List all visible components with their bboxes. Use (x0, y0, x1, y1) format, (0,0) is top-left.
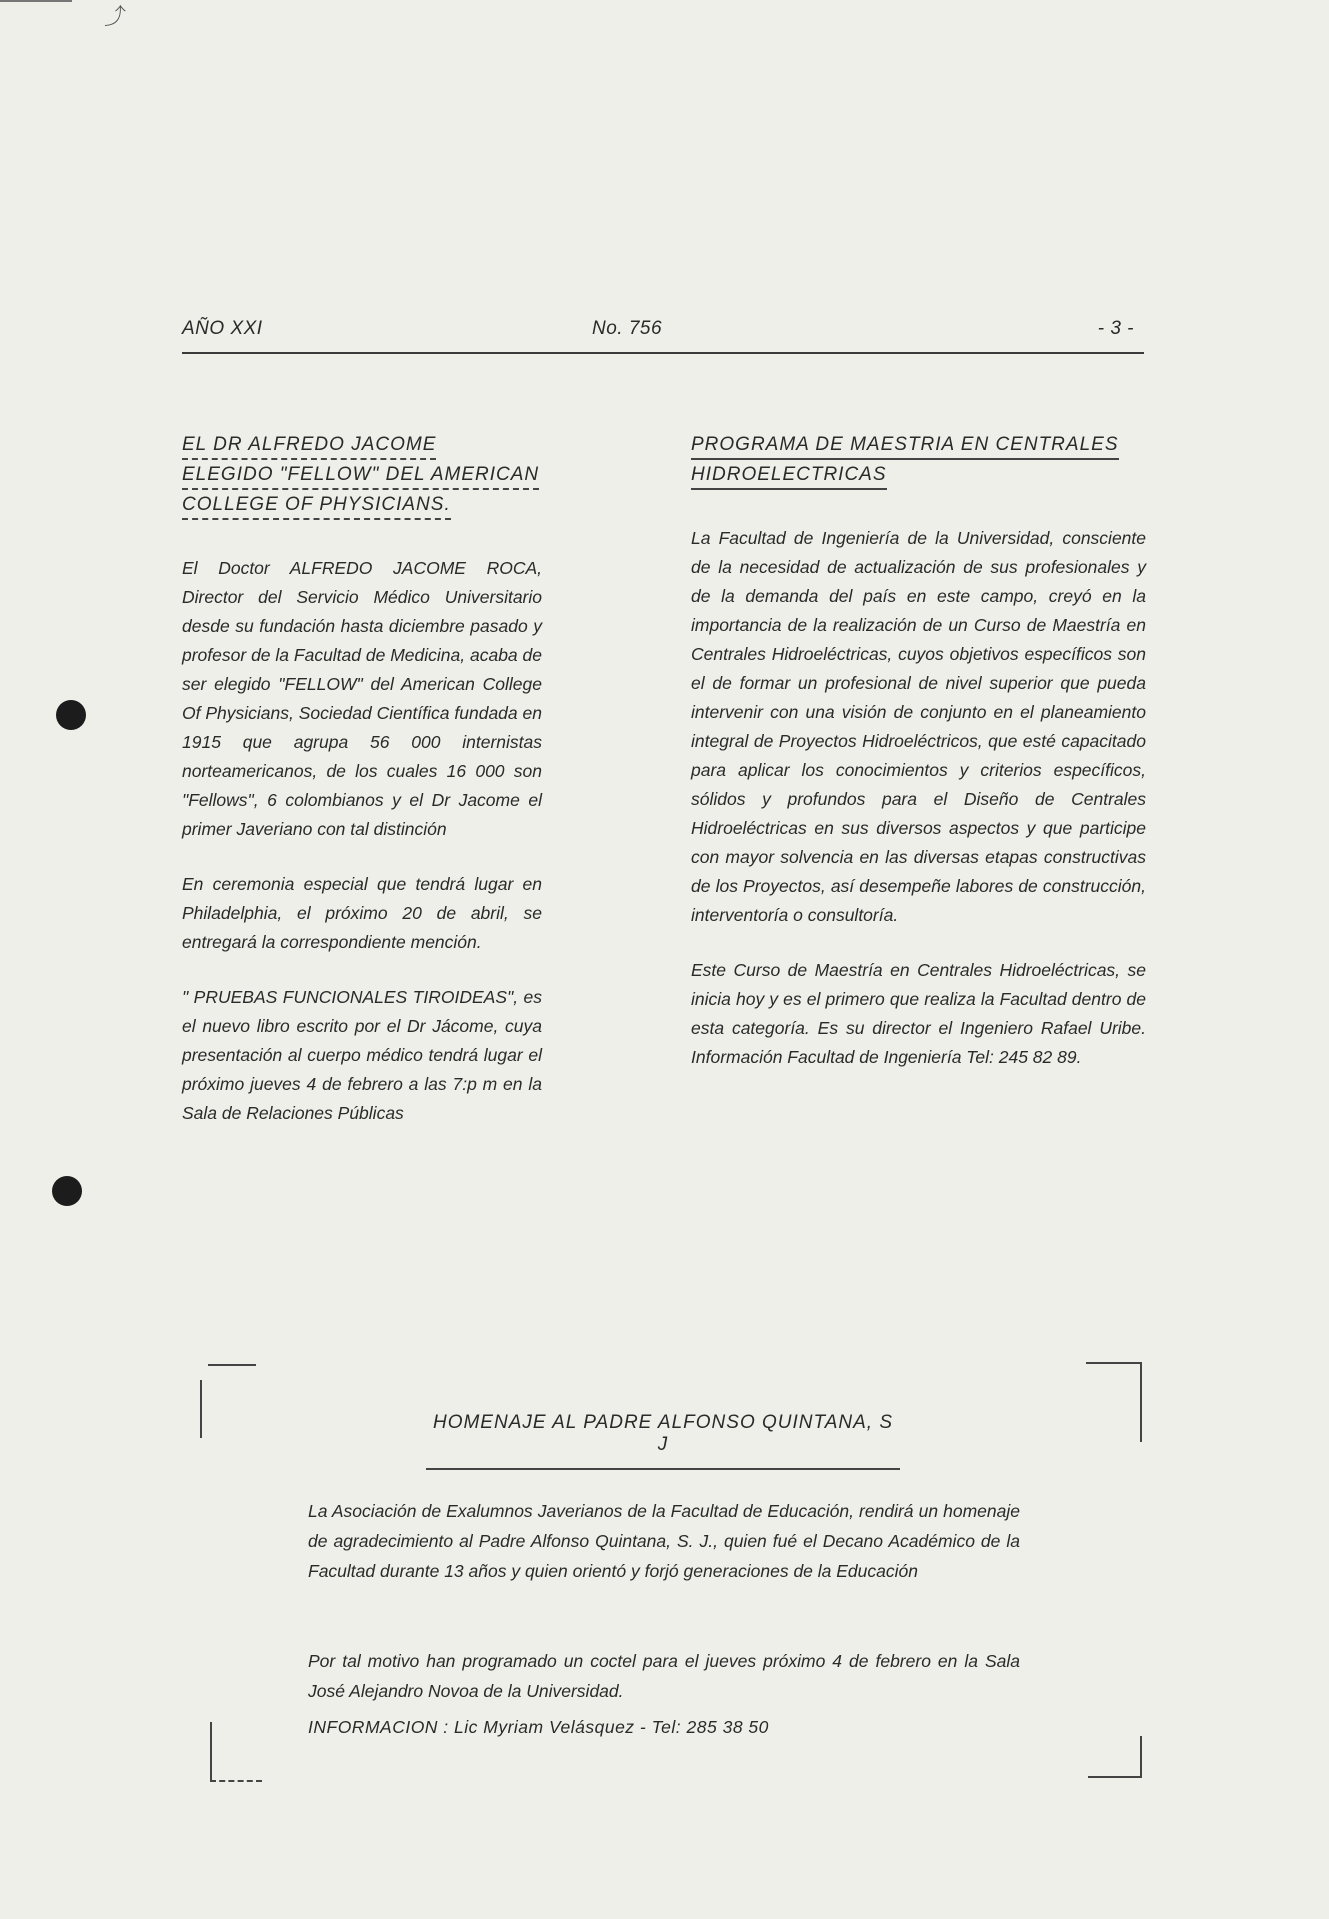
punch-hole-top (56, 700, 86, 730)
homenaje-info: INFORMACION : Lic Myriam Velásquez - Tel: 285 38 50 (308, 1717, 769, 1737)
paragraph: Este Curso de Maestría en Centrales Hidroeléctricas, se inicia hoy y es el primero que realiza la Facultad dentro de esta categoría. Es su director el Ingeniero Rafael Uribe. Información Facultad de Ingeniería Tel: 245 82 89. (691, 960, 1146, 1067)
box-corner-top-right (1086, 1362, 1142, 1442)
title-line-3: COLLEGE OF PHYSICIANS. (182, 492, 451, 520)
homenaje-title: HOMENAJE AL PADRE ALFONSO QUINTANA, S J (426, 1412, 900, 1470)
paragraph: " PRUEBAS FUNCIONALES TIROIDEAS", es el nuevo libro escrito por el Dr Jácome, cuya presentación al cuerpo médico tendrá lugar el próximo jueves 4 de febrero a las 7:p m en la Sala de Relaciones Públicas (182, 987, 542, 1123)
box-corner-bottom-left (210, 1722, 262, 1782)
header-page-number: - 3 - (1097, 318, 1134, 339)
article-maestria-title (691, 430, 1146, 490)
pen-mark: ⤴ (104, 4, 127, 29)
article-jacome (182, 430, 542, 1128)
header-issue-number: No. 756 (592, 318, 663, 339)
header-year: AÑO XXI (182, 318, 263, 339)
box-corner-top-left (200, 1380, 202, 1438)
title-line-1: EL DR ALFREDO JACOME (182, 432, 436, 460)
box-corner-top-left-stub (208, 1364, 256, 1366)
title-line-2: ELEGIDO "FELLOW" DEL AMERICAN (182, 462, 539, 490)
homenaje-paragraph: Por tal motivo han programado un coctel para el jueves próximo 4 de febrero en la Sala José Alejandro Novoa de la Universidad. (308, 1651, 1020, 1701)
page-header (182, 318, 1144, 354)
punch-hole-bottom (52, 1176, 82, 1206)
paragraph: El Doctor ALFREDO JACOME ROCA, Director del Servicio Médico Universitario desde su fundación hasta diciembre pasado y profesor de la Facultad de Medicina, acaba de ser elegido "FELLOW" del American College Of Physicians, Sociedad Científica fundada en 1915 que agrupa 56 000 internistas norteamericanos, de los cuales 16 000 son "Fellows", 6 colombianos y el Dr Jacome el primer Javeriano con tal distinción (182, 558, 542, 839)
scan-edge-mark (0, 0, 72, 2)
title-line-2: HIDROELECTRICAS (691, 462, 887, 490)
box-corner-bottom-right (1088, 1736, 1142, 1778)
article-jacome-title (182, 430, 542, 520)
homenaje-paragraph: La Asociación de Exalumnos Javerianos de la Facultad de Educación, rendirá un homenaje de agradecimiento al Padre Alfonso Quintana, S. J., quien fué el Decano Académico de la Facultad durante 13 años y quien orientó y forjó generaciones de la Educación (308, 1501, 1020, 1581)
paragraph: En ceremonia especial que tendrá lugar en Philadelphia, el próximo 20 de abril, se entregará la correspondiente mención. (182, 874, 542, 952)
article-maestria (691, 430, 1146, 1072)
paragraph: La Facultad de Ingeniería de la Universidad, consciente de la necesidad de actualización de sus profesionales y de la demanda del país en este campo, creyó en la importancia de la realización de un Curso de Maestría en Centrales Hidroeléctricas, cuyos objetivos específicos son el de formar un profesional de nivel superior que pueda intervenir con una visión de conjunto en el planeamiento integral de Proyectos Hidroeléctricos, que esté capacitado para aplicar los conocimientos y criterios específicos, sólidos y profundos para el Diseño de Centrales Hidroeléctricas en sus diversos aspectos y que participe con mayor solvencia en las diversas etapas constructivas de los Proyectos, así desempeñe labores de construcción, interventoría o consultoría. (691, 528, 1146, 925)
title-line-1: PROGRAMA DE MAESTRIA EN CENTRALES (691, 432, 1119, 460)
